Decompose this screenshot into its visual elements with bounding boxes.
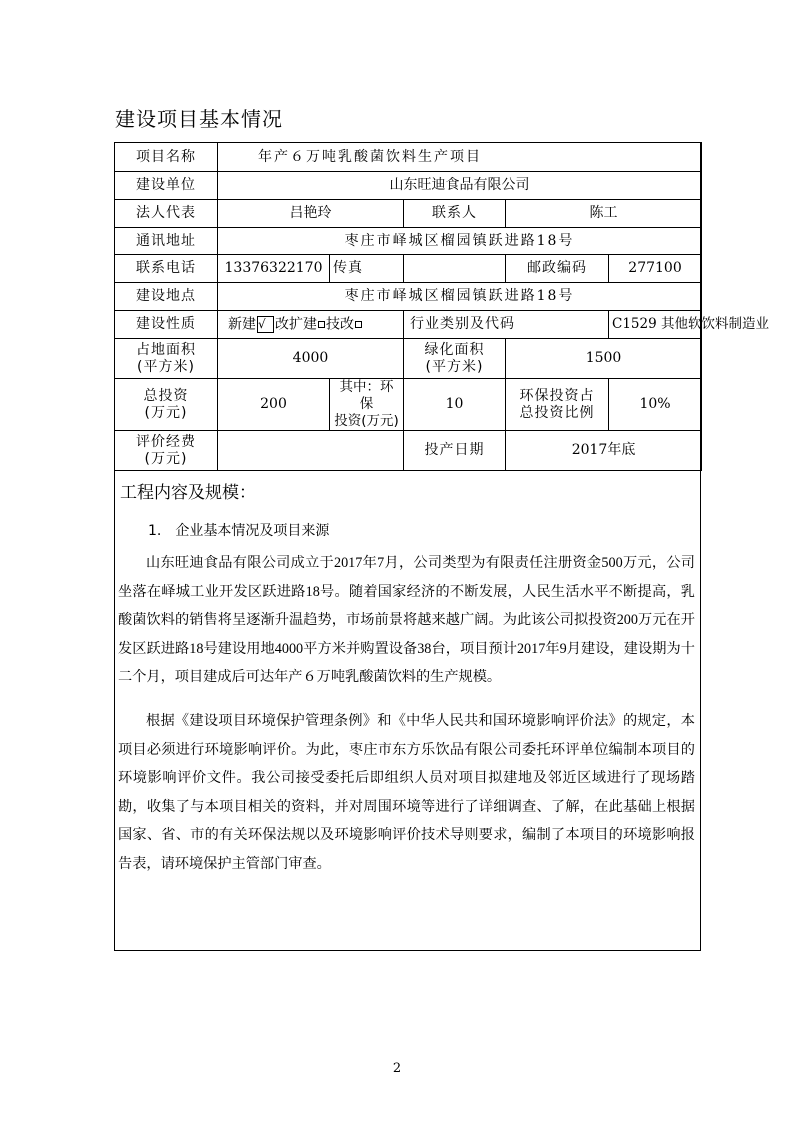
green-label-line2: (平方米) xyxy=(425,358,484,375)
ratio-value: 10% xyxy=(609,379,702,431)
company-label: 建设单位 xyxy=(115,172,218,200)
nature-tech-label: 技改 xyxy=(326,316,354,333)
company-value: 山东旺迪食品有限公司 xyxy=(218,172,702,200)
ratio-label-line1: 环保投资占 xyxy=(519,387,595,404)
site-label: 建设地点 xyxy=(115,283,218,311)
address-label: 通讯地址 xyxy=(115,228,218,255)
contact-label: 联系人 xyxy=(404,200,506,228)
env-invest-value: 10 xyxy=(404,379,506,431)
postcode-value: 277100 xyxy=(609,255,702,283)
postcode-label: 邮政编码 xyxy=(506,255,609,283)
area-value: 4000 xyxy=(218,339,404,379)
phone-value: 13376322170 xyxy=(218,255,330,283)
invest-label-line2: (万元) xyxy=(144,404,188,421)
project-name-value: 年产６万吨乳酸菌饮料生产项目 xyxy=(218,143,702,172)
nature-new-label: 新建 xyxy=(228,316,256,333)
checkbox-tech[interactable] xyxy=(355,321,362,328)
page-heading: 建设项目基本情况 xyxy=(115,107,283,131)
table-row xyxy=(115,200,702,228)
ratio-label xyxy=(506,379,609,431)
env-invest-label-line1: 其中：环保 xyxy=(339,379,394,412)
project-name-label: 项目名称 xyxy=(115,143,218,172)
checkbox-new[interactable]: √ xyxy=(257,316,274,333)
invest-label xyxy=(115,379,218,431)
sub-title: 1. 企业基本情况及项目来源 xyxy=(148,523,330,539)
section-title: 工程内容及规模： xyxy=(120,483,256,503)
area-label xyxy=(115,339,218,379)
table-row xyxy=(115,379,702,431)
start-date-value: 2017年底 xyxy=(506,431,702,471)
table-row xyxy=(115,143,702,172)
invest-value: 200 xyxy=(218,379,330,431)
nature-options xyxy=(218,311,404,339)
table-row xyxy=(115,431,702,471)
area-label-line2: (平方米) xyxy=(137,358,195,375)
green-value: 1500 xyxy=(506,339,702,379)
page-number: 2 xyxy=(392,1061,402,1076)
legal-rep-label: 法人代表 xyxy=(115,200,218,228)
env-invest-label xyxy=(330,379,404,431)
fax-value xyxy=(404,255,506,283)
paragraph-legal-basis: 根据《建设项目环境保护管理条例》和《中华人民共和国环境影响评价法》的规定，本项目必须进行环境影响评价。为此，枣庄市东方乐饮品有限公司委托环评单位编制本项目的环境影响评价文件。我公司接受委托后即组织人员对项目拟建地及邻近区域进行了现场踏勘，收集了与本项目相关的资料，并对周围环境等进行了详细调查、了解，在此基础上根据国家、省、市的有关环保法规以及环境影响评价技术导则要求，编制了本项目的环境影响报告表，请环境保护主管部门审查。 xyxy=(118,713,695,872)
table-row xyxy=(115,311,702,339)
table-row xyxy=(115,172,702,200)
checkbox-expand[interactable] xyxy=(318,321,325,328)
table-row xyxy=(115,339,702,379)
table-row xyxy=(115,255,702,283)
contact-value: 陈工 xyxy=(506,200,702,228)
paragraph-background: 山东旺迪食品有限公司成立于2017年7月，公司类型为有限责任注册资金500万元，公司坐落在峄城工业开发区跃进路18号。随着国家经济的不断发展，人民生活水平不断提高，乳酸菌饮料的销售将呈逐渐升温趋势，市场前景将越来越广阔。为此该公司拟投资200万元在开发区跃进路18号建设用地4000平方米并购置设备38台，项目预计2017年9月建设，建设期为十二个月，项目建成后可达年产６万吨乳酸菌饮料的生产规模。 xyxy=(118,555,695,685)
env-invest-label-line2: 投资(万元) xyxy=(334,413,399,429)
fax-label: 传真 xyxy=(330,255,404,283)
table-row xyxy=(115,228,702,255)
green-label-line1: 绿化面积 xyxy=(424,341,485,358)
nature-expand-label: 改扩建 xyxy=(275,316,317,333)
phone-label: 联系电话 xyxy=(115,255,218,283)
ratio-label-line2: 总投资比例 xyxy=(519,404,595,421)
eval-fee-value xyxy=(218,431,404,471)
invest-label-line1: 总投资 xyxy=(143,387,189,404)
table-row xyxy=(115,283,702,311)
start-date-label: 投产日期 xyxy=(404,431,506,471)
project-info-table xyxy=(114,142,769,471)
eval-fee-label-line2: (万元) xyxy=(144,450,188,467)
industry-label: 行业类别及代码 xyxy=(404,311,609,339)
area-label-line1: 占地面积 xyxy=(136,341,196,358)
green-label xyxy=(404,339,506,379)
address-value: 枣庄市峄城区榴园镇跃进路18号 xyxy=(218,228,702,255)
nature-label: 建设性质 xyxy=(115,311,218,339)
eval-fee-label xyxy=(115,431,218,471)
industry-value: C1529 其他软饮料制造业 xyxy=(609,311,702,339)
site-value: 枣庄市峄城区榴园镇跃进路18号 xyxy=(218,283,702,311)
legal-rep-value: 吕艳玲 xyxy=(218,200,404,228)
eval-fee-label-line1: 评价经费 xyxy=(136,433,196,450)
